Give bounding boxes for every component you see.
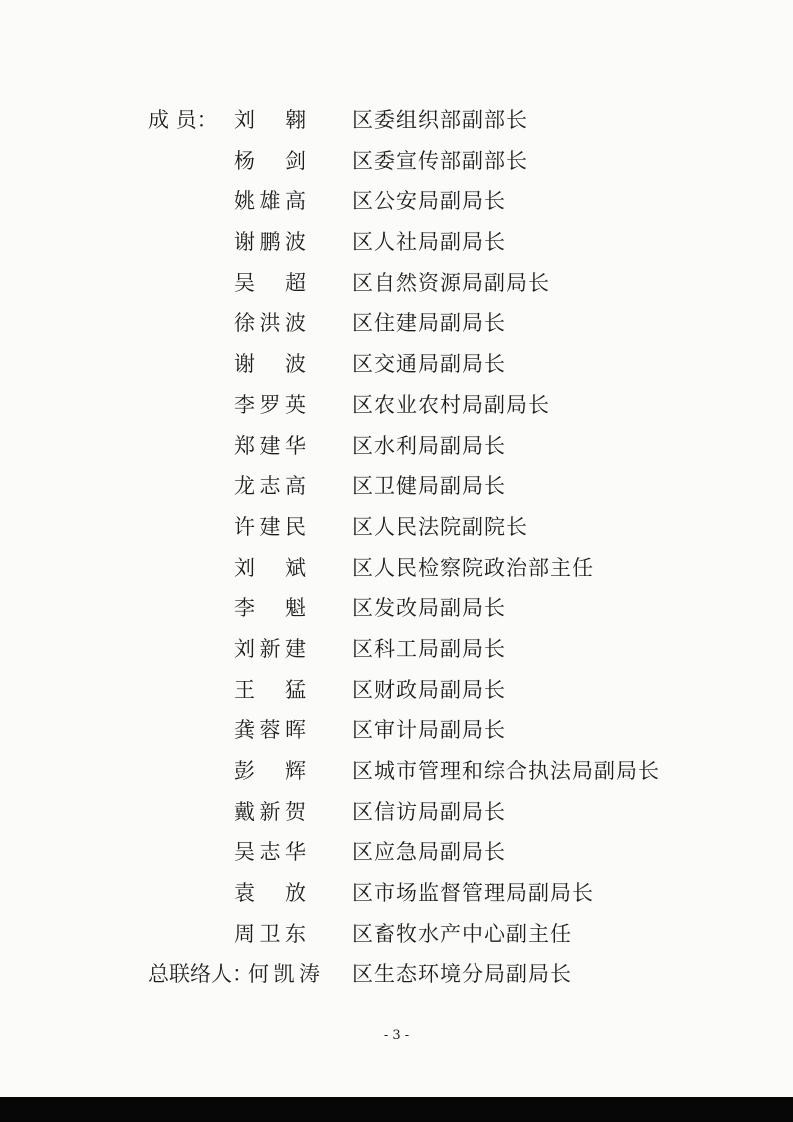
member-title: 区委宣传部副部长 [352,148,528,173]
member-title: 区应急局副局长 [352,840,506,865]
member-row [0,548,793,589]
member-row [0,832,793,873]
member-row [0,426,793,467]
member-name: 吴 超 [234,270,306,295]
member-row [0,914,793,955]
members-label: 成 员： [148,108,218,132]
member-name: 谢鹏波 [234,230,306,255]
member-title: 区委组织部副部长 [352,108,528,132]
member-row [0,670,793,711]
member-row [0,222,793,263]
member-name: 周卫东 [234,921,306,946]
member-name: 戴新贺 [234,799,306,824]
member-title: 区城市管理和综合执法局副局长 [352,759,660,783]
member-title: 区信访局副局长 [352,799,506,824]
member-title: 区交通局副局长 [352,352,506,377]
member-row [0,466,793,507]
member-name: 姚雄高 [234,189,306,214]
member-title: 区科工局副局长 [352,636,506,661]
member-name: 龙志高 [234,474,306,499]
member-title: 区人民法院副院长 [352,514,528,539]
member-row [0,629,793,670]
member-name: 刘新建 [234,636,306,661]
member-name: 郑建华 [234,433,306,458]
member-row [0,588,793,629]
member-name: 彭 辉 [234,759,306,783]
member-name: 刘 翱 [234,108,306,132]
member-name: 李罗英 [234,392,306,417]
member-row [0,751,793,792]
member-row [0,710,793,751]
member-row [0,141,793,182]
member-title: 区水利局副局长 [352,433,506,458]
member-title: 区自然资源局副局长 [352,270,550,295]
member-row [0,303,793,344]
member-roster [0,100,793,995]
member-name: 杨 剑 [234,148,306,173]
member-row [0,263,793,304]
member-row [0,100,793,141]
member-name: 吴志华 [234,840,306,865]
member-title: 区审计局副局长 [352,718,506,743]
scan-border [0,1097,793,1122]
member-row [0,873,793,914]
member-title: 区发改局副局长 [352,596,506,621]
member-name: 袁 放 [234,881,306,906]
member-title: 区农业农村局副局长 [352,392,550,417]
member-name: 龚蓉晖 [234,718,306,743]
member-title: 区人民检察院政治部主任 [352,555,594,580]
member-name: 刘 斌 [234,555,306,580]
member-row [0,507,793,548]
member-row [0,792,793,833]
page-number: - 3 - [383,1028,410,1043]
member-name: 王 猛 [234,677,306,702]
member-title: 区市场监督管理局副局长 [352,881,594,906]
member-title: 区畜牧水产中心副主任 [352,921,572,946]
member-row [0,181,793,222]
member-row [0,344,793,385]
member-name: 徐洪波 [234,311,306,336]
liaison-row [0,954,793,995]
member-name: 许建民 [234,514,306,539]
member-title: 区公安局副局长 [352,189,506,214]
liaison-label: 总联络人： [148,962,253,987]
member-name: 李 魁 [234,596,306,621]
member-title: 区卫健局副局长 [352,474,506,499]
member-name: 谢 波 [234,352,306,377]
member-title: 区财政局副局长 [352,677,506,702]
liaison-title: 区生态环境分局副局长 [352,962,572,987]
liaison-name: 何凯涛 [248,962,320,987]
member-row [0,385,793,426]
member-title: 区人社局副局长 [352,230,506,255]
member-title: 区住建局副局长 [352,311,506,336]
